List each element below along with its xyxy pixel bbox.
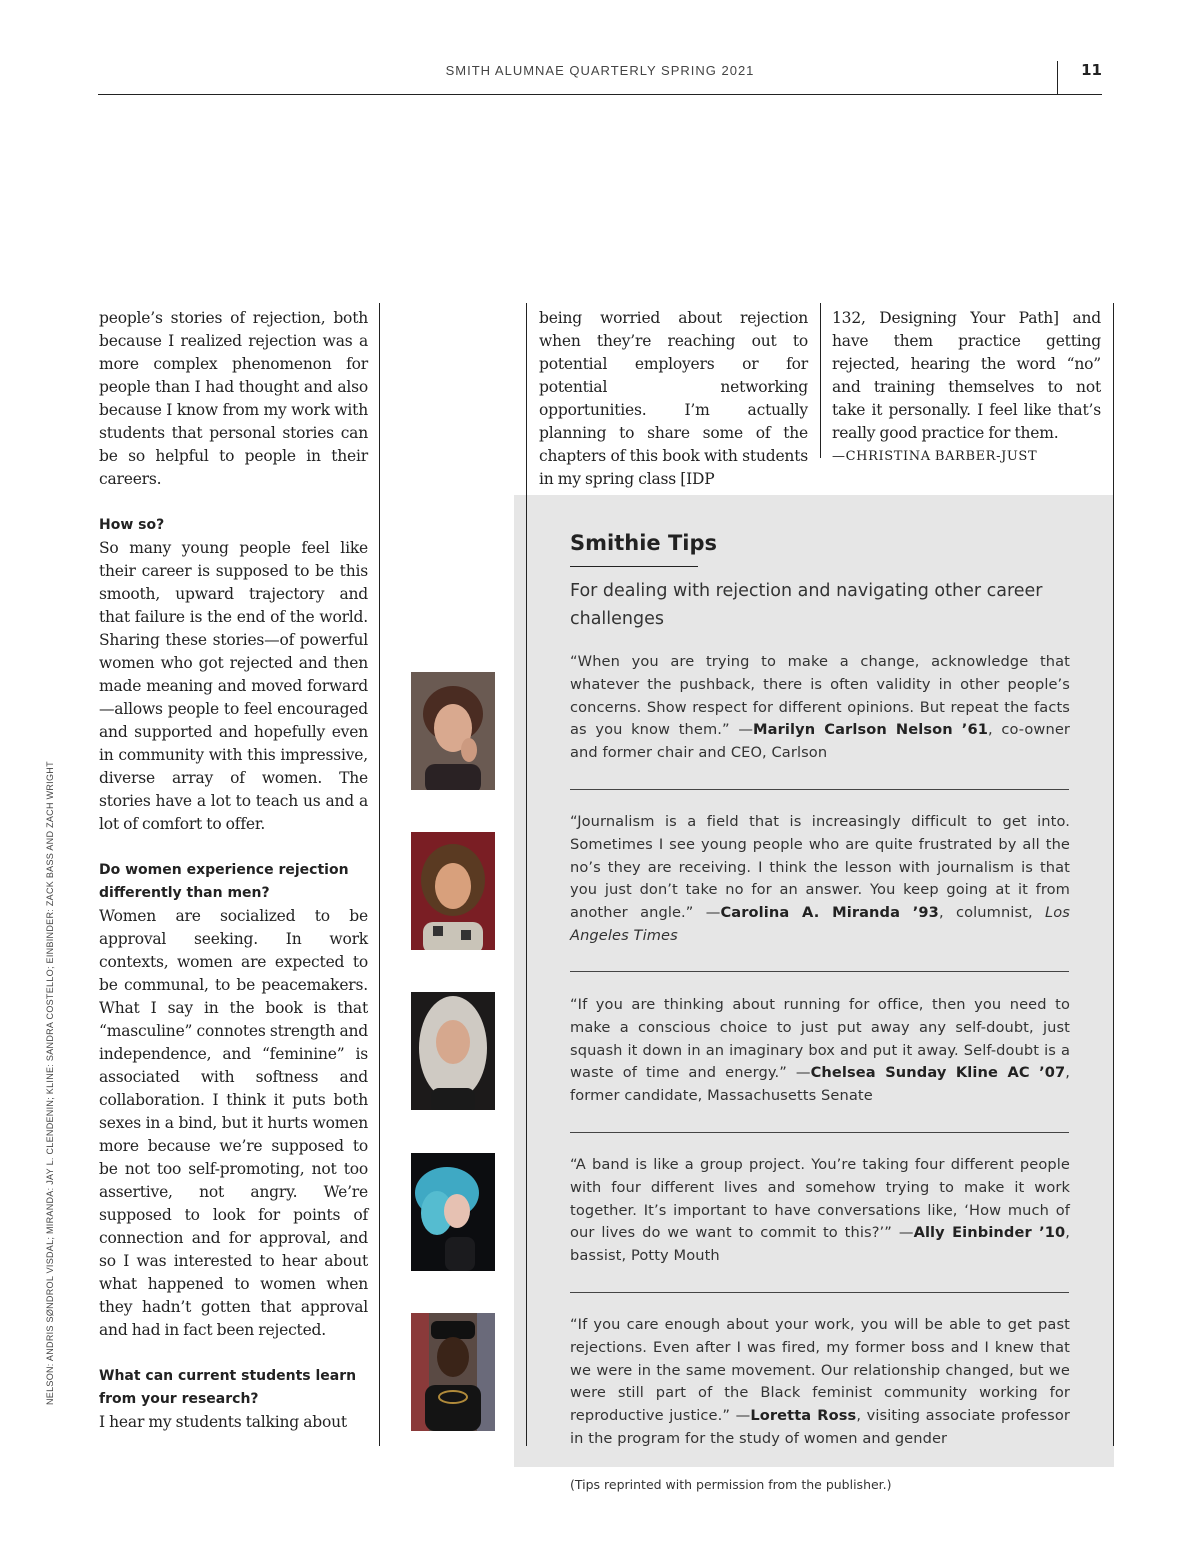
column-rule-right	[1113, 303, 1114, 495]
tip-role: , co-owner and former chair and CEO, Carlson	[570, 721, 1070, 762]
tip-author: Loretta Ross	[750, 1407, 857, 1425]
tip-5	[570, 1314, 1070, 1451]
sidebar-subtitle: For dealing with rejection and navigating other career challenges	[570, 581, 1043, 629]
header-rule	[98, 94, 1102, 95]
portrait-loretta-ross	[411, 1313, 495, 1431]
tip-4	[570, 1154, 1070, 1268]
portrait-ally-einbinder	[411, 1153, 495, 1271]
panel-rule-left	[526, 495, 527, 1446]
question-women-rejection: Do women experience rejection differently than men?	[99, 862, 349, 901]
tip-divider	[570, 1292, 1069, 1293]
question-students-learn: What can current students learn from your research?	[99, 1368, 357, 1407]
tip-quote: “If you are thinking about running for office, then you need to make a conscious choice to just put away any self-doubt, just squash it down in an imaginary box and put it away. Self-doubt is a waste of time and energy.” —	[570, 996, 1070, 1082]
tip-quote: “If you care enough about your work, you will be able to get past rejections. Even after I was fired, my former boss and I knew that we were in the same movement. Our relationship changed, but we were still part of the Black feminist community working for reproductive justice.” —	[570, 1316, 1070, 1425]
tip-role-publication: Los Angeles Times	[570, 904, 1070, 944]
tip-quote: “A band is like a group project. You’re taking four different people with four different lives and somehow trying to make it work together. It’s important to have conversations like, ‘How much of our lives do we want to commit to this?’” —	[570, 1156, 1070, 1242]
photo-credit: NELSON: ANDRIS SØNDROL VISDAL; MIRANDA: JAY L. CLENDENIN; KLINE: SANDRA COSTELLO; EINBINDER: ZACK BASS AND ZACH WRIGHT	[45, 761, 55, 1405]
column-rule-middle-right	[820, 303, 821, 458]
tip-divider	[570, 971, 1069, 972]
column-rule-left	[379, 303, 380, 1446]
portrait-marilyn-carlson-nelson	[411, 672, 495, 790]
left-column	[99, 307, 368, 1434]
tip-quote: “When you are trying to make a change, acknowledge that whatever the pushback, there is often validity in other people’s concerns. Show respect for different opinions. But repeat the facts as you know them.” —	[570, 653, 1070, 739]
header-divider	[1057, 61, 1058, 95]
quote-attribution: —CHRISTINA BARBER-JUST	[832, 449, 1038, 464]
tip-1	[570, 651, 1070, 765]
sidebar-footnote: (Tips reprinted with permission from the publisher.)	[570, 1477, 892, 1492]
tip-author: Ally Einbinder ’10	[913, 1224, 1066, 1242]
tip-quote: “Journalism is a field that is increasingly difficult to get into. Sometimes I see young people who are quite frustrated by all the no’s they are receiving. I think the lesson with journalism is that you just don’t take no for an answer. You keep going at it from another angle.” —	[570, 813, 1070, 922]
left-paragraph-1: people’s stories of rejection, both because I realized rejection was a more complex phenomenon for people than I had thought and also because I know from my work with students that personal stories can be so helpful to people in their careers.	[99, 309, 368, 488]
portrait-chelsea-sunday-kline	[411, 992, 495, 1110]
tip-author: Chelsea Sunday Kline AC ’07	[810, 1064, 1066, 1082]
sidebar-title: Smithie Tips	[570, 531, 717, 555]
column-rule-middle-left	[526, 303, 527, 495]
title-underline	[570, 566, 698, 567]
tip-role: , former candidate, Massachusetts Senate	[570, 1064, 1071, 1105]
tip-divider	[570, 1132, 1069, 1133]
page-number: 11	[1081, 61, 1102, 79]
left-paragraph-3: Women are socialized to be approval seeking. In work contexts, women are expected to be communal, to be peacemakers. What I say in the book is that “masculine” connotes strength and independence, and “feminine” is associated with softness and collaboration. I think it puts both sexes in a bind, but it hurts women more because we’re supposed to be not too self-promoting, not too assertive, not angry. We’re supposed to look for points of connection and for approval, and so I was interested to hear about what happened to women when they hadn’t gotten that approval and had in fact been rejected.	[99, 907, 368, 1339]
tip-role: , visiting associate professor in the program for the study of women and gender	[570, 1407, 1071, 1447]
panel-rule-right	[1113, 495, 1114, 1446]
top-middle-paragraph: being worried about rejection when they’re reaching out to potential employers or for potential networking opportunities. I’m actually planning to share some of the chapters of this book with students in my spring class [IDP	[539, 309, 808, 488]
left-paragraph-4: I hear my students talking about	[99, 1413, 347, 1431]
top-right-column	[832, 307, 1101, 468]
tip-3	[570, 994, 1070, 1108]
tip-divider	[570, 789, 1069, 790]
tip-author: Marilyn Carlson Nelson ’61	[753, 721, 988, 739]
tip-2	[570, 811, 1070, 948]
top-right-paragraph: 132, Designing Your Path] and have them practice getting rejected, hearing the word “no” and training themselves to not take it personally. I feel like that’s really good practice for them.	[832, 309, 1101, 442]
question-how-so: How so?	[99, 517, 165, 533]
left-paragraph-2: So many young people feel like their career is supposed to be this smooth, upward trajectory and that failure is the end of the world. Sharing these stories—of powerful women who got rejected and then made meaning and moved forward—allows people to feel encouraged and supported and hopefully even in community with this impressive, diverse array of women. The stories have a lot to teach us and a lot of comfort to offer.	[99, 539, 368, 833]
running-header: SMITH ALUMNAE QUARTERLY SPRING 2021	[445, 63, 755, 78]
portrait-carolina-miranda	[411, 832, 495, 950]
tip-author: Carolina A. Miranda ’93	[720, 904, 939, 922]
tip-role: , bassist, Potty Mouth	[570, 1224, 1070, 1265]
tip-role: , columnist,	[938, 904, 1046, 922]
